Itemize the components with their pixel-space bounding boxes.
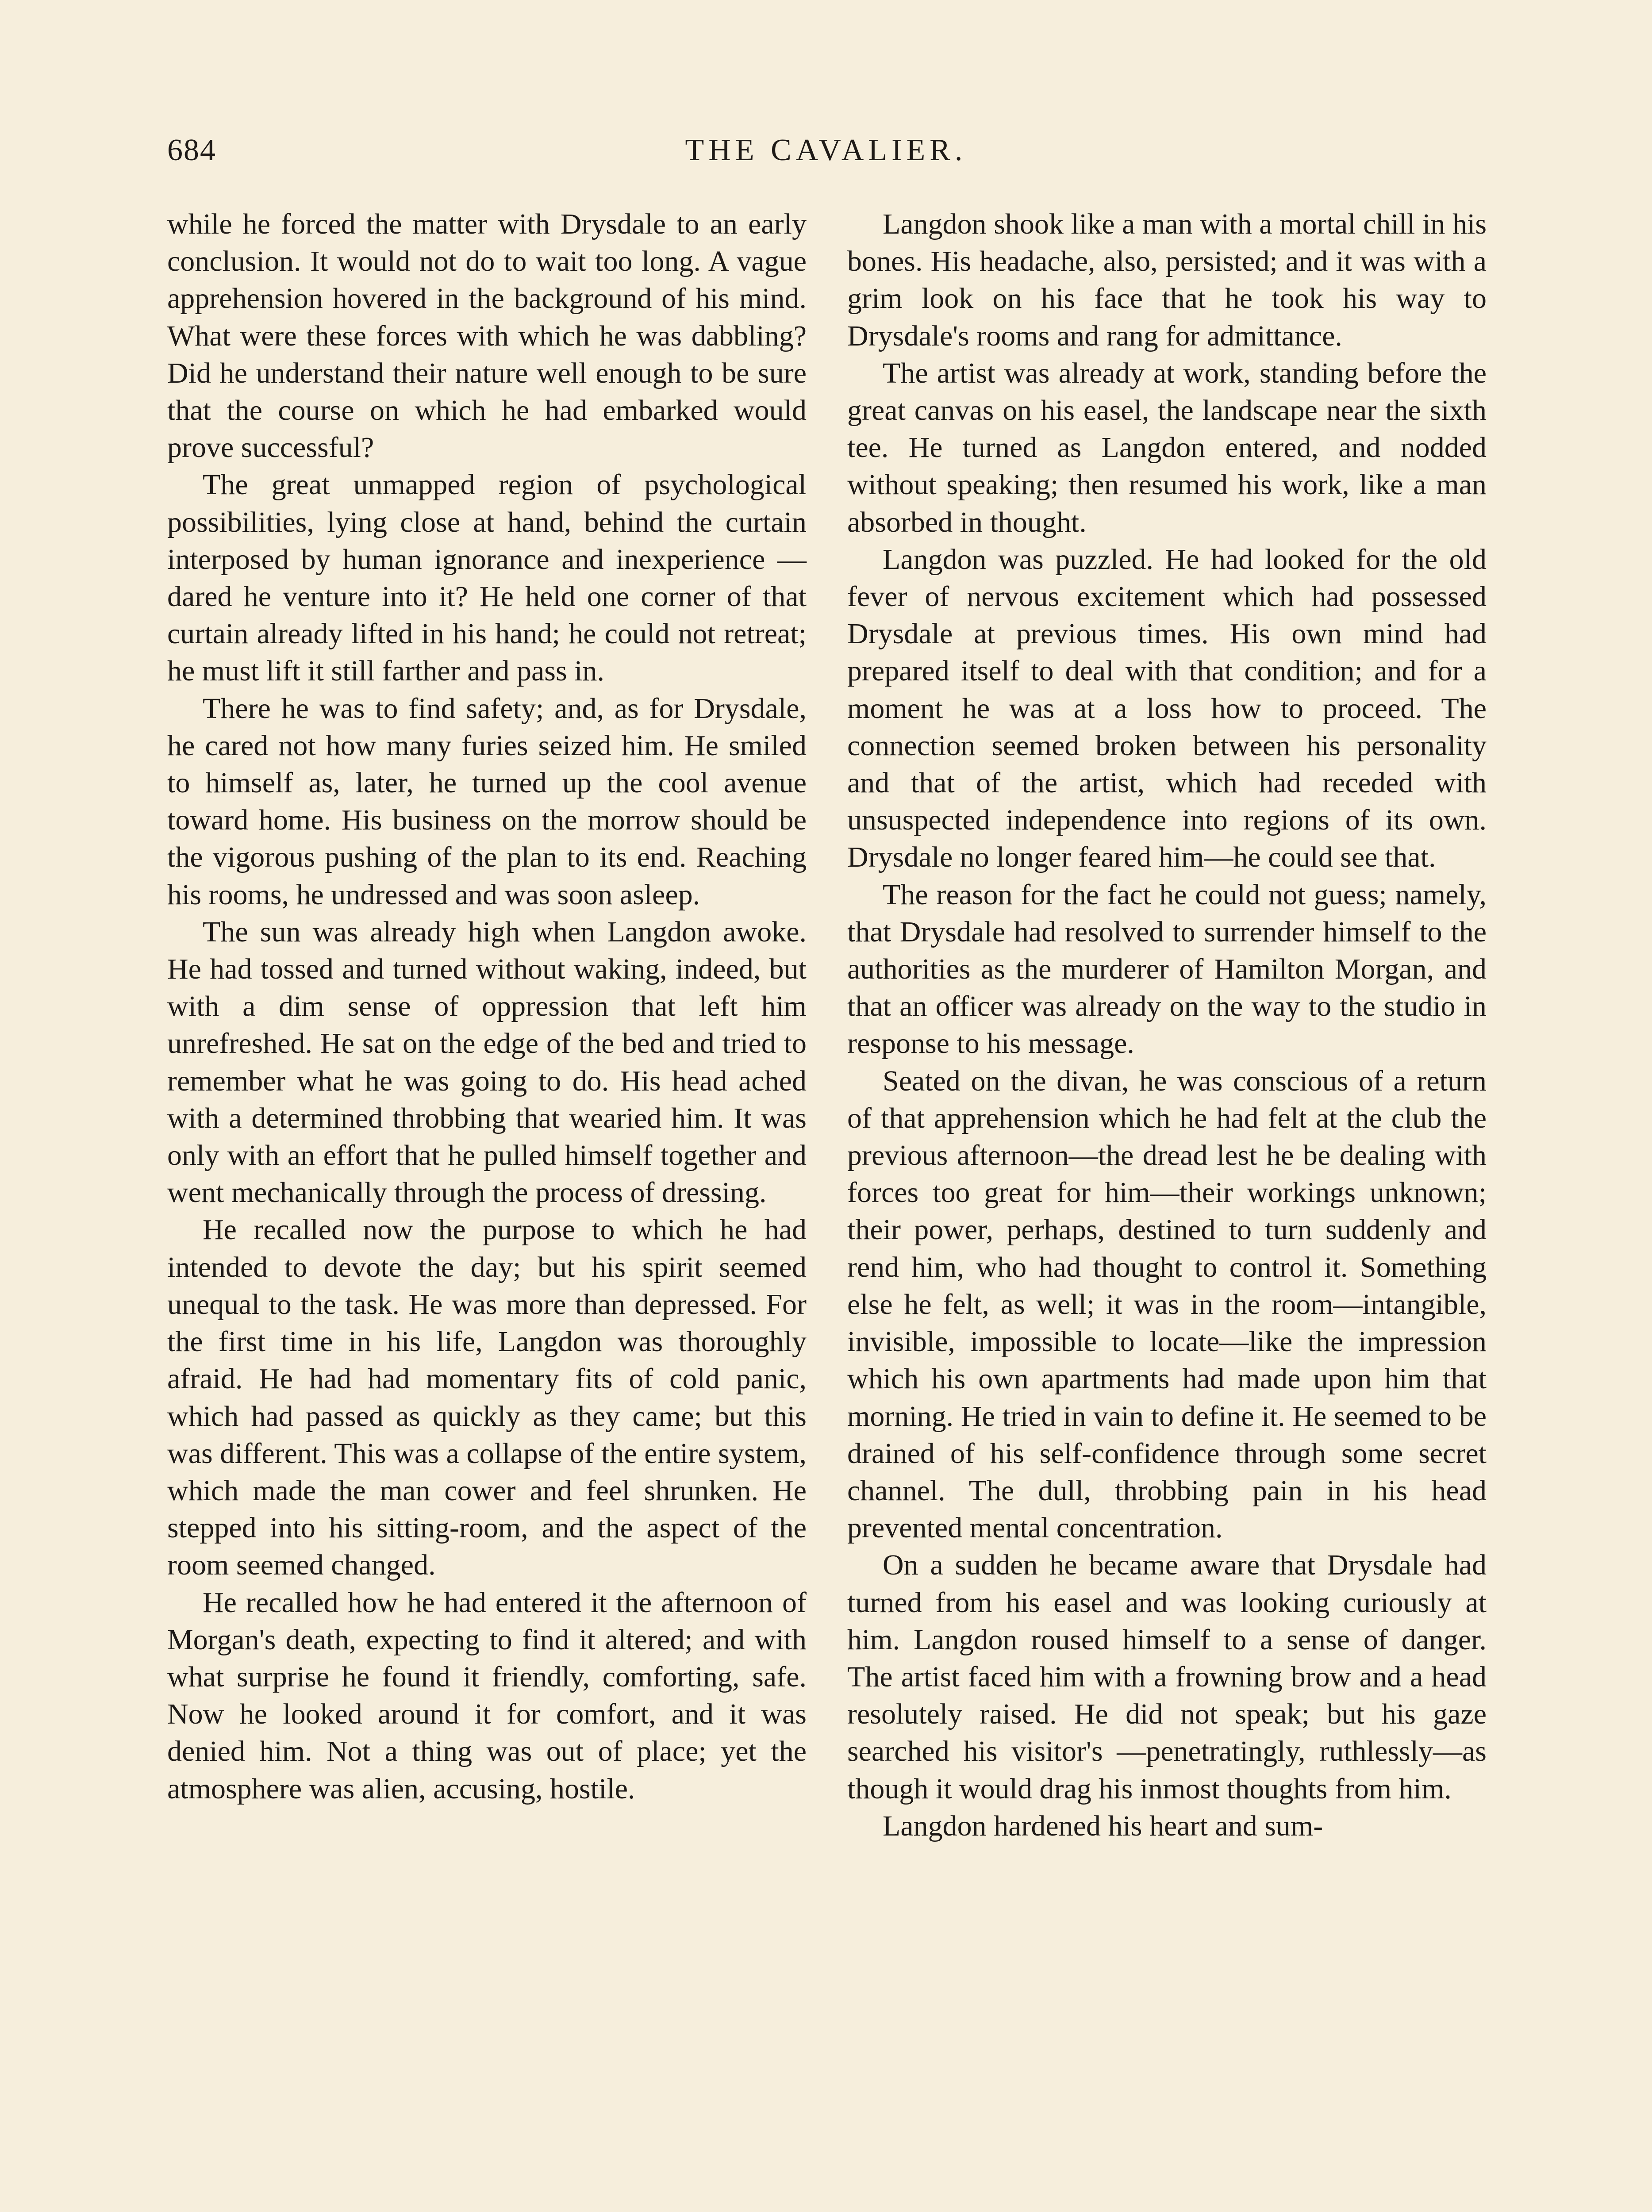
paragraph: Langdon was puzzled. He had looked for the old fever of nervous excitement which had possessed Drysdale at previous times. His own mind had prepared itself to deal with that condition; and for a moment he was at a loss how to proceed. The connection seemed broken between his personality and that of the artist, which had receded with unsuspected independence into regions of its own. Drysdale no longer feared him—he could see that. xyxy=(847,543,1487,874)
paragraph: On a sudden he became aware that Drysdale had turned from his easel and was looking curiously at him. Langdon roused himself to a sense of danger. The artist faced him with a frowning brow and a head resolutely raised. He did not speak; but his gaze searched his visitor's —penetratingly, ruthlessly—as though it would drag his inmost thoughts from him. xyxy=(847,1549,1487,1805)
right-column xyxy=(847,206,1487,1845)
paragraph: He recalled how he had entered it the afternoon of Morgan's death, expecting to find it altered; and with what surprise he found it friendly, comforting, safe. Now he looked around it for comfort, and it was denied him. Not a thing was out of place; yet the atmosphere was alien, accusing, hostile. xyxy=(167,1586,807,1805)
paragraph: The reason for the fact he could not guess; namely, that Drysdale had resolved to surrender himself to the authorities as the murderer of Hamilton Morgan, and that an officer was already on the way to the studio in response to his message. xyxy=(847,878,1487,1060)
paragraph: Seated on the divan, he was conscious of a return of that apprehension which he had felt at the club the previous afternoon—the dread lest he be dealing with forces too great for him—their workings unknown; their power, perhaps, destined to turn suddenly and rend him, who had thought to control it. Something else he felt, as well; it was in the room—intangible, invisible, impossible to locate—like the impression which his own apartments had made upon him that morning. He tried in vain to define it. He seemed to be drained of his self-confidence through some secret channel. The dull, throbbing pain in his head prevented mental concentration. xyxy=(847,1064,1487,1544)
paragraph: He recalled now the purpose to which he had intended to devote the day; but his spirit seemed unequal to the task. He was more than depressed. For the first time in his life, Langdon was thoroughly afraid. He had had momentary fits of cold panic, which had passed as quickly as they came; but this was different. This was a collapse of the entire system, which made the man cower and feel shrunken. He stepped into his sitting-room, and the aspect of the room seemed changed. xyxy=(167,1214,807,1582)
paragraph: The artist was already at work, standing before the great canvas on his easel, the landscape near the sixth tee. He turned as Langdon entered, and nodded without speaking; then resumed his work, like a man absorbed in thought. xyxy=(847,357,1487,538)
running-head: THE CAVALIER. xyxy=(685,133,967,167)
paragraph: There he was to find safety; and, as for Drysdale, he cared not how many furies seized him. He smiled to himself as, later, he turned up the cool avenue toward home. His business on the morrow should be the vigorous pushing of the plan to its end. Reaching his rooms, he undressed and was soon asleep. xyxy=(167,692,807,911)
paragraph: The sun was already high when Langdon awoke. He had tossed and turned without waking, indeed, but with a dim sense of oppression that left him unrefreshed. He sat on the edge of the bed and tried to remember what he was going to do. His head ached with a determined throbbing that wearied him. It was only with an effort that he pulled himself together and went mechanically through the process of dressing. xyxy=(167,915,807,1209)
left-column xyxy=(167,206,807,1808)
paragraph: Langdon hardened his heart and sum- xyxy=(883,1809,1323,1842)
paragraph: The great unmapped region of psychological possibilities, lying close at hand, behind the curtain interposed by human ignorance and inexperience — dared he venture into it? He held one corner of that curtain already lifted in his hand; he could not retreat; he must lift it still farther and pass in. xyxy=(167,469,807,687)
paragraph: Langdon shook like a man with a mortal chill in his bones. His headache, also, persisted; and it was with a grim look on his face that he took his way to Drysdale's rooms and rang for admittance. xyxy=(847,208,1487,352)
paragraph: while he forced the matter with Drysdale to an early conclusion. It would not do to wait too long. A vague apprehension hovered in the background of his mind. What were these forces with which he was dabbling? Did he understand their nature well enough to be sure that the course on which he had embarked would prove successful? xyxy=(167,208,807,464)
page-number: 684 xyxy=(167,133,216,167)
